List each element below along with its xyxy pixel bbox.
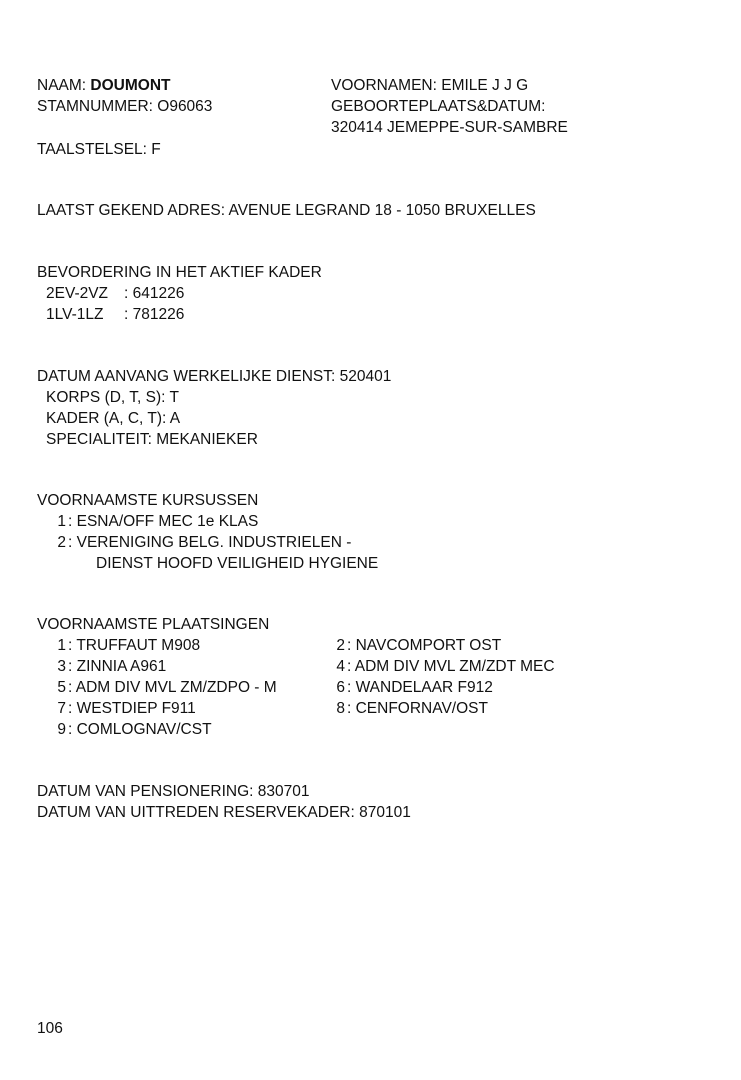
plaatsing-num: 2 — [336, 637, 345, 654]
plaatsing-num: 9 — [57, 721, 66, 738]
plaatsing-num: 5 — [57, 679, 66, 696]
taalstelsel: TAALSTELSEL: F — [37, 141, 161, 158]
bevordering-item — [46, 304, 184, 325]
bevordering-date: : 641226 — [124, 285, 185, 302]
kader: KADER (A, C, T): A — [46, 410, 181, 427]
plaatsing-num: 1 — [57, 637, 66, 654]
plaatsing-text: : ZINNIA A961 — [68, 658, 167, 675]
plaatsing-item — [46, 698, 196, 719]
bevordering-item — [46, 283, 184, 304]
kursus-num: 1 — [57, 513, 66, 530]
plaatsing-item — [46, 719, 212, 740]
kursus-item — [46, 511, 258, 532]
plaatsing-text: : ADM DIV MVL ZM/ZDT MEC — [347, 658, 555, 675]
kursus-text: : VERENIGING BELG. INDUSTRIELEN - — [68, 534, 352, 551]
plaatsing-item — [46, 635, 200, 656]
plaatsing-num: 8 — [336, 700, 345, 717]
plaatsingen-title: VOORNAAMSTE PLAATSINGEN — [37, 616, 270, 633]
plaatsing-text: : WESTDIEP F911 — [68, 700, 196, 717]
naam-value: DOUMONT — [90, 77, 171, 94]
plaatsing-text: : NAVCOMPORT OST — [347, 637, 502, 654]
plaatsing-text: : TRUFFAUT M908 — [68, 637, 201, 654]
specialiteit: SPECIALITEIT: MEKANIEKER — [46, 431, 258, 448]
voornamen: VOORNAMEN: EMILE J J G — [331, 77, 529, 94]
bevordering-grade: 2EV-2VZ — [46, 285, 109, 302]
bevordering-title: BEVORDERING IN HET AKTIEF KADER — [37, 264, 322, 281]
plaatsing-item — [325, 656, 555, 677]
plaatsing-num: 6 — [336, 679, 345, 696]
pensionering: DATUM VAN PENSIONERING: 830701 — [37, 783, 310, 800]
plaatsing-num: 4 — [336, 658, 345, 675]
bevordering-date: : 781226 — [124, 306, 185, 323]
naam-line — [37, 75, 170, 96]
naam-label: NAAM: — [37, 77, 87, 94]
aanvang-dienst: DATUM AANVANG WERKELIJKE DIENST: 520401 — [37, 368, 392, 385]
korps: KORPS (D, T, S): T — [46, 389, 179, 406]
plaatsing-item — [325, 635, 501, 656]
plaatsing-text: : COMLOGNAV/CST — [68, 721, 212, 738]
geboorte-label: GEBOORTEPLAATS&DATUM: — [331, 98, 546, 115]
plaatsing-item — [325, 677, 493, 698]
kursussen-title: VOORNAAMSTE KURSUSSEN — [37, 492, 259, 509]
kursus-num: 2 — [57, 534, 66, 551]
geboorte-value: 320414 JEMEPPE-SUR-SAMBRE — [331, 119, 568, 136]
plaatsing-text: : ADM DIV MVL ZM/ZDPO - M — [68, 679, 277, 696]
plaatsing-text: : CENFORNAV/OST — [347, 700, 488, 717]
plaatsing-item — [46, 656, 166, 677]
stamnummer: STAMNUMMER: O96063 — [37, 98, 213, 115]
plaatsing-text: : WANDELAAR F912 — [347, 679, 493, 696]
kursus-continuation: DIENST HOOFD VEILIGHEID HYGIENE — [96, 555, 379, 572]
uittreden-reservekader: DATUM VAN UITTREDEN RESERVEKADER: 870101 — [37, 804, 411, 821]
page-number: 106 — [37, 1020, 63, 1037]
kursus-item — [46, 532, 351, 553]
kursus-text: : ESNA/OFF MEC 1e KLAS — [68, 513, 259, 530]
adres: LAATST GEKEND ADRES: AVENUE LEGRAND 18 - 1050 BRUXELLES — [37, 202, 536, 219]
bevordering-grade: 1LV-1LZ — [46, 306, 104, 323]
plaatsing-item — [325, 698, 488, 719]
plaatsing-num: 7 — [57, 700, 66, 717]
plaatsing-item — [46, 677, 277, 698]
plaatsing-num: 3 — [57, 658, 66, 675]
